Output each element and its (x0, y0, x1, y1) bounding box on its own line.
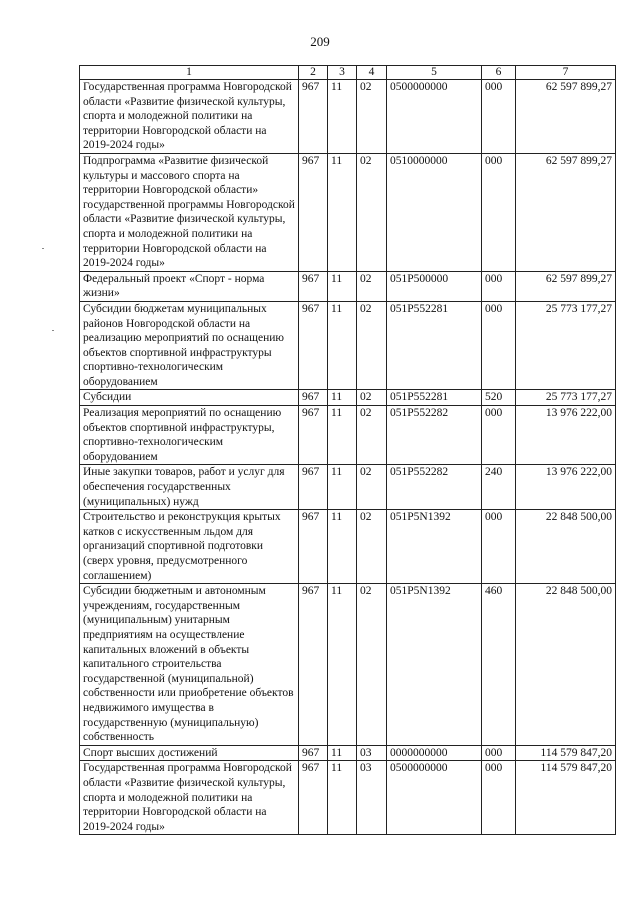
table-row (80, 465, 616, 510)
target-article-code: 0000000000 (387, 745, 482, 761)
item-name: Федеральный проект «Спорт - норма жизни» (80, 271, 299, 301)
expense-type-code: 000 (482, 301, 516, 390)
item-name: Реализация мероприятий по оснащению объектов спортивной инфраструктуры, спортивно-технологическим оборудованием (80, 406, 299, 465)
item-name: Строительство и реконструкция крытых катков с искусственным льдом для организаций спортивной подготовки (сверх уровня, предусмотренного соглашением) (80, 510, 299, 584)
section-code: 11 (328, 390, 357, 406)
table-row (80, 745, 616, 761)
target-article-code: 051P552282 (387, 406, 482, 465)
target-article-code: 0510000000 (387, 153, 482, 271)
target-article-code: 051P552281 (387, 390, 482, 406)
table-row (80, 301, 616, 390)
section-code: 11 (328, 465, 357, 510)
section-code: 11 (328, 80, 357, 154)
ministry-code: 967 (299, 80, 328, 154)
section-code: 11 (328, 510, 357, 584)
column-header: 2 (299, 66, 328, 80)
target-article-code: 0500000000 (387, 761, 482, 835)
table-row (80, 153, 616, 271)
target-article-code: 0500000000 (387, 80, 482, 154)
section-code: 11 (328, 761, 357, 835)
column-header: 7 (516, 66, 616, 80)
amount: 13 976 222,00 (516, 406, 616, 465)
scan-speck (42, 248, 44, 249)
target-article-code: 051P5N1392 (387, 584, 482, 746)
item-name: Государственная программа Новгородской области «Развитие физической культуры, спорта и молодежной политики на территории Новгородской области на 2019-2024 годы» (80, 761, 299, 835)
target-article-code: 051P5N1392 (387, 510, 482, 584)
page-number: 209 (310, 34, 330, 49)
expense-type-code: 000 (482, 271, 516, 301)
item-name: Государственная программа Новгородской области «Развитие физической культуры, спорта и молодежной политики на территории Новгородской области на 2019-2024 годы» (80, 80, 299, 154)
item-name: Субсидии бюджетам муниципальных районов Новгородской области на реализацию мероприятий по оснащению объектов спортивной инфраструктуры спортивно-технологическим оборудованием (80, 301, 299, 390)
item-name: Подпрограмма «Развитие физической культуры и массового спорта на территории Новгородской области» государственной программы Новгородской области «Развитие физической культуры, спорта и молодежной политики на территории Новгородской области на 2019-2024 годы» (80, 153, 299, 271)
budget-table (79, 65, 616, 835)
ministry-code: 967 (299, 153, 328, 271)
target-article-code: 051P552281 (387, 301, 482, 390)
subsection-code: 03 (357, 761, 387, 835)
table-body (80, 80, 616, 835)
table-row (80, 584, 616, 746)
amount: 114 579 847,20 (516, 745, 616, 761)
ministry-code: 967 (299, 761, 328, 835)
table-row (80, 271, 616, 301)
item-name: Субсидии (80, 390, 299, 406)
amount: 62 597 899,27 (516, 153, 616, 271)
section-code: 11 (328, 584, 357, 746)
amount: 22 848 500,00 (516, 510, 616, 584)
subsection-code: 02 (357, 153, 387, 271)
expense-type-code: 000 (482, 80, 516, 154)
scan-speck (52, 330, 54, 331)
amount: 22 848 500,00 (516, 584, 616, 746)
table-row (80, 406, 616, 465)
subsection-code: 02 (357, 301, 387, 390)
target-article-code: 051P500000 (387, 271, 482, 301)
table-row (80, 510, 616, 584)
subsection-code: 02 (357, 510, 387, 584)
ministry-code: 967 (299, 465, 328, 510)
table-header (80, 66, 616, 80)
column-header: 5 (387, 66, 482, 80)
column-header: 6 (482, 66, 516, 80)
expense-type-code: 000 (482, 510, 516, 584)
subsection-code: 02 (357, 584, 387, 746)
ministry-code: 967 (299, 584, 328, 746)
section-code: 11 (328, 271, 357, 301)
target-article-code: 051P552282 (387, 465, 482, 510)
table-row (80, 761, 616, 835)
section-code: 11 (328, 301, 357, 390)
subsection-code: 02 (357, 406, 387, 465)
amount: 25 773 177,27 (516, 390, 616, 406)
subsection-code: 02 (357, 465, 387, 510)
amount: 13 976 222,00 (516, 465, 616, 510)
expense-type-code: 520 (482, 390, 516, 406)
expense-type-code: 000 (482, 153, 516, 271)
column-header: 1 (80, 66, 299, 80)
amount: 25 773 177,27 (516, 301, 616, 390)
ministry-code: 967 (299, 406, 328, 465)
ministry-code: 967 (299, 745, 328, 761)
expense-type-code: 000 (482, 745, 516, 761)
amount: 62 597 899,27 (516, 80, 616, 154)
header-row (80, 66, 616, 80)
item-name: Спорт высших достижений (80, 745, 299, 761)
ministry-code: 967 (299, 271, 328, 301)
column-header: 4 (357, 66, 387, 80)
table-row (80, 390, 616, 406)
ministry-code: 967 (299, 390, 328, 406)
subsection-code: 03 (357, 745, 387, 761)
column-header: 3 (328, 66, 357, 80)
expense-type-code: 000 (482, 406, 516, 465)
item-name: Субсидии бюджетным и автономным учреждениям, государственным (муниципальным) унитарным предприятиям на осуществление капитальных вложений в объекты капитального строительства государственной (муниципальной) собственности или приобретение объектов недвижимого имущества в государственную (муниципальную) собственность (80, 584, 299, 746)
table-row (80, 80, 616, 154)
amount: 114 579 847,20 (516, 761, 616, 835)
subsection-code: 02 (357, 80, 387, 154)
amount: 62 597 899,27 (516, 271, 616, 301)
subsection-code: 02 (357, 390, 387, 406)
expense-type-code: 240 (482, 465, 516, 510)
expense-type-code: 000 (482, 761, 516, 835)
subsection-code: 02 (357, 271, 387, 301)
item-name: Иные закупки товаров, работ и услуг для обеспечения государственных (муниципальных) нужд (80, 465, 299, 510)
ministry-code: 967 (299, 301, 328, 390)
expense-type-code: 460 (482, 584, 516, 746)
section-code: 11 (328, 153, 357, 271)
section-code: 11 (328, 406, 357, 465)
ministry-code: 967 (299, 510, 328, 584)
section-code: 11 (328, 745, 357, 761)
